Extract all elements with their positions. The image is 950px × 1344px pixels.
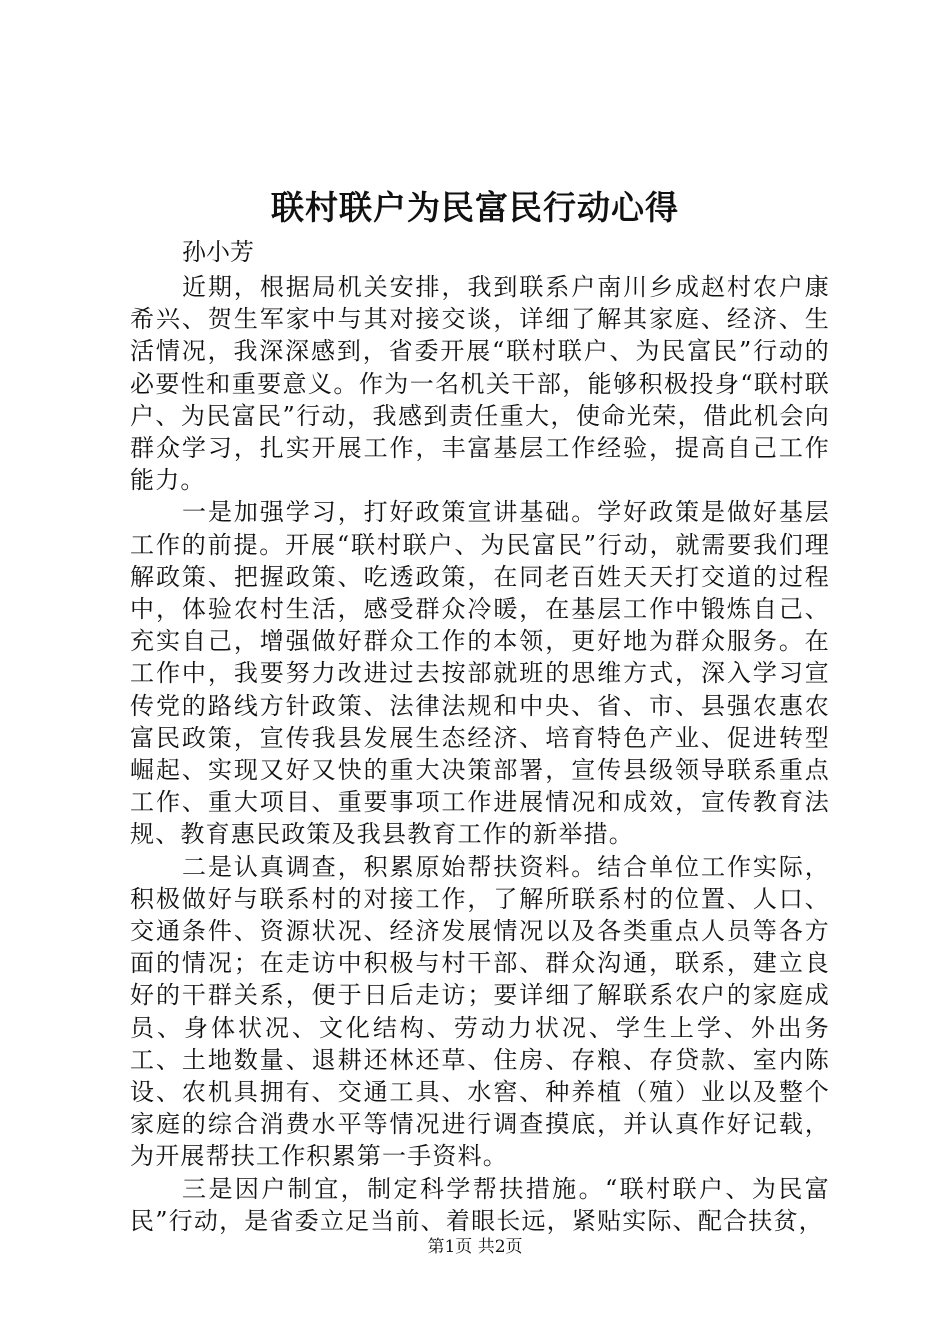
paragraph-point-two: 二是认真调查，积累原始帮扶资料。结合单位工作实际，积极做好与联系村的对接工作，了解所联系村的位置、人口、交通条件、资源状况、经济发展情况以及各类重点人员等各方面的情况；在走访中积极与村干部、群众沟通，联系，建立良好的干群关系，便于日后走访；要详细了解联系农户的家庭成员、身体状况、文化结构、劳动力状况、学生上学、外出务工、土地数量、退耕还林还草、住房、存粮、存贷款、室内陈设、农机具拥有、交通工具、水窖、种养植（殖）业以及整个家庭的综合消费水平等情况进行调查摸底，并认真作好记载，为开展帮扶工作积累第一手资料。: [130, 852, 830, 1171]
paragraph-point-three: 三是因户制宜，制定科学帮扶措施。“联村联户、为民富民”行动，是省委立足当前、着眼长远，紧贴实际、配合扶贫，: [130, 1174, 830, 1235]
paragraph-intro: 近期，根据局机关安排，我到联系户南川乡成赵村农户康希兴、贺生军家中与其对接交谈，详细了解其家庭、经济、生活情况，我深深感到，省委开展“联村联户、为民富民”行动的必要性和重要意义。作为一名机关干部，能够积极投身“联村联户、为民富民”行动，我感到责任重大，使命光荣，借此机会向群众学习，扎实开展工作，丰富基层工作经验，提高自己工作能力。: [130, 273, 830, 495]
author-name: 孙小芳: [182, 238, 254, 266]
document-title: 联村联户为民富民行动心得: [271, 188, 679, 227]
page-footer: 第1页 共2页: [427, 1237, 523, 1257]
document-body: [130, 236, 830, 1237]
paragraph-point-one: 一是加强学习，打好政策宣讲基础。学好政策是做好基层工作的前提。开展“联村联户、为民富民”行动，就需要我们理解政策、把握政策、吃透政策，在同老百姓天天打交道的过程中，体验农村生活，感受群众冷暖，在基层工作中锻炼自己、充实自己，增强做好群众工作的本领，更好地为群众服务。在工作中，我要努力改进过去按部就班的思维方式，深入学习宣传党的路线方针政策、法律法规和中央、省、市、县强农惠农富民政策，宣传我县发展生态经济、培育特色产业、促进转型崛起、实现又好又快的重大决策部署，宣传县级领导联系重点工作、重大项目、重要事项工作进展情况和成效，宣传教育法规、教育惠民政策及我县教育工作的新举措。: [130, 498, 830, 849]
